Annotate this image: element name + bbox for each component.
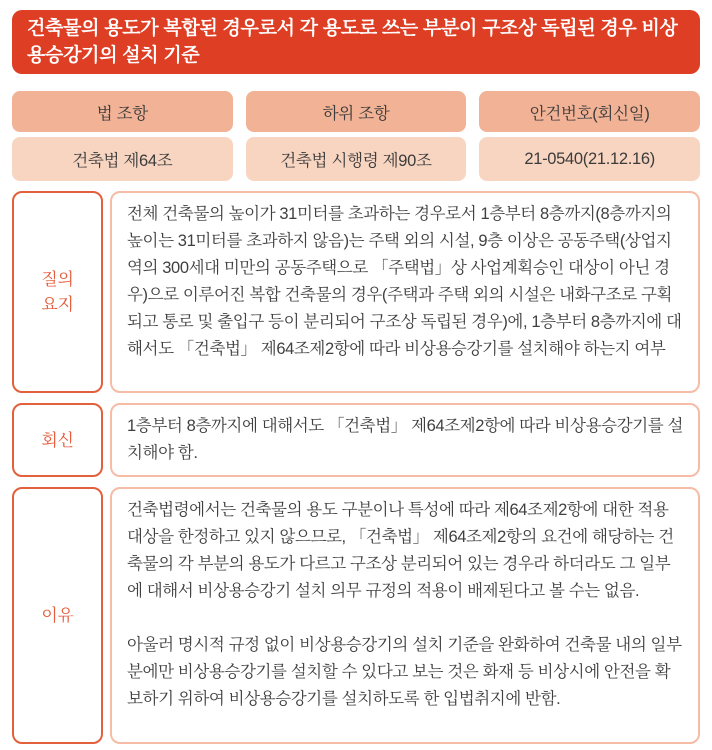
column-header-sub-clause: 하위 조항 [246, 91, 467, 132]
paragraph: 1층부터 8층까지에 대해서도 「건축법」 제64조제2항에 따라 비상용승강기를 설치해야 함. [127, 417, 684, 462]
column-header-law-clause: 법 조항 [12, 91, 233, 132]
section-label-text: 회신 [41, 430, 74, 450]
case-info-table [12, 91, 700, 181]
section-label-reason [12, 487, 103, 744]
section-body-reply [110, 403, 700, 477]
section-reply [12, 403, 700, 477]
paragraph: 아울러 명시적 규정 없이 비상용승강기의 설치 기준을 완화하여 건축물 내의 일부분에만 비상용승강기를 설치할 수 있다고 보는 것은 화재 등 비상시에 안전을 확보하기 위하여 비상용승강기를 설치하도록 한 입법취지에 반함. [127, 636, 682, 708]
section-label-text: 이유 [41, 606, 74, 625]
section-body-reason [110, 487, 700, 744]
paragraph: 건축법령에서는 건축물의 용도 구분이나 특성에 따라 제64조제2항에 대한 적용대상을 한정하고 있지 않으므로, 「건축법」 제64조제2항의 요건에 해당하는 건축물의 각 부분의 용도가 다르고 구조상 분리되어 있는 경우라 하더라도 그 일부에 대해서 비상용승강기 설치 의무 규정의 적용이 배제된다고 볼 수는 없음. [127, 501, 674, 600]
section-body-question [110, 191, 700, 393]
section-label-text: 질의 요지 [41, 270, 74, 314]
value-law-clause: 건축법 제64조 [12, 137, 233, 181]
section-label-reply [12, 403, 103, 477]
section-label-question [12, 191, 103, 393]
section-reason [12, 487, 700, 744]
paragraph: 전체 건축물의 높이가 31미터를 초과하는 경우로서 1층부터 8층까지(8층까지의 높이는 31미터를 초과하지 않음)는 주택 외의 시설, 9층 이상은 공동주택(상업지역의 300세대 미만의 공동주택으로 「주택법」상 사업계획승인 대상이 아닌 경우)으로 이루어진 복합 건축물의 경우(주택과 주택 외의 시설은 내화구조로 구획되고 통로 및 출입구 등이 분리되어 구조상 독립된 경우)에, 1층부터 8층까지에 대해서도 「건축법」 제64조제2항에 따라 비상용승강기를 설치해야 하는지 여부 [127, 205, 682, 358]
section-question-summary [12, 191, 700, 393]
page-title: 건축물의 용도가 복합된 경우로서 각 용도로 쓰는 부분이 구조상 독립된 경우 비상용승강기의 설치 기준 [12, 10, 700, 74]
column-header-case-number: 안건번호(회신일) [479, 91, 700, 132]
value-case-number: 21-0540(21.12.16) [479, 137, 700, 181]
value-sub-clause: 건축법 시행령 제90조 [246, 137, 467, 181]
